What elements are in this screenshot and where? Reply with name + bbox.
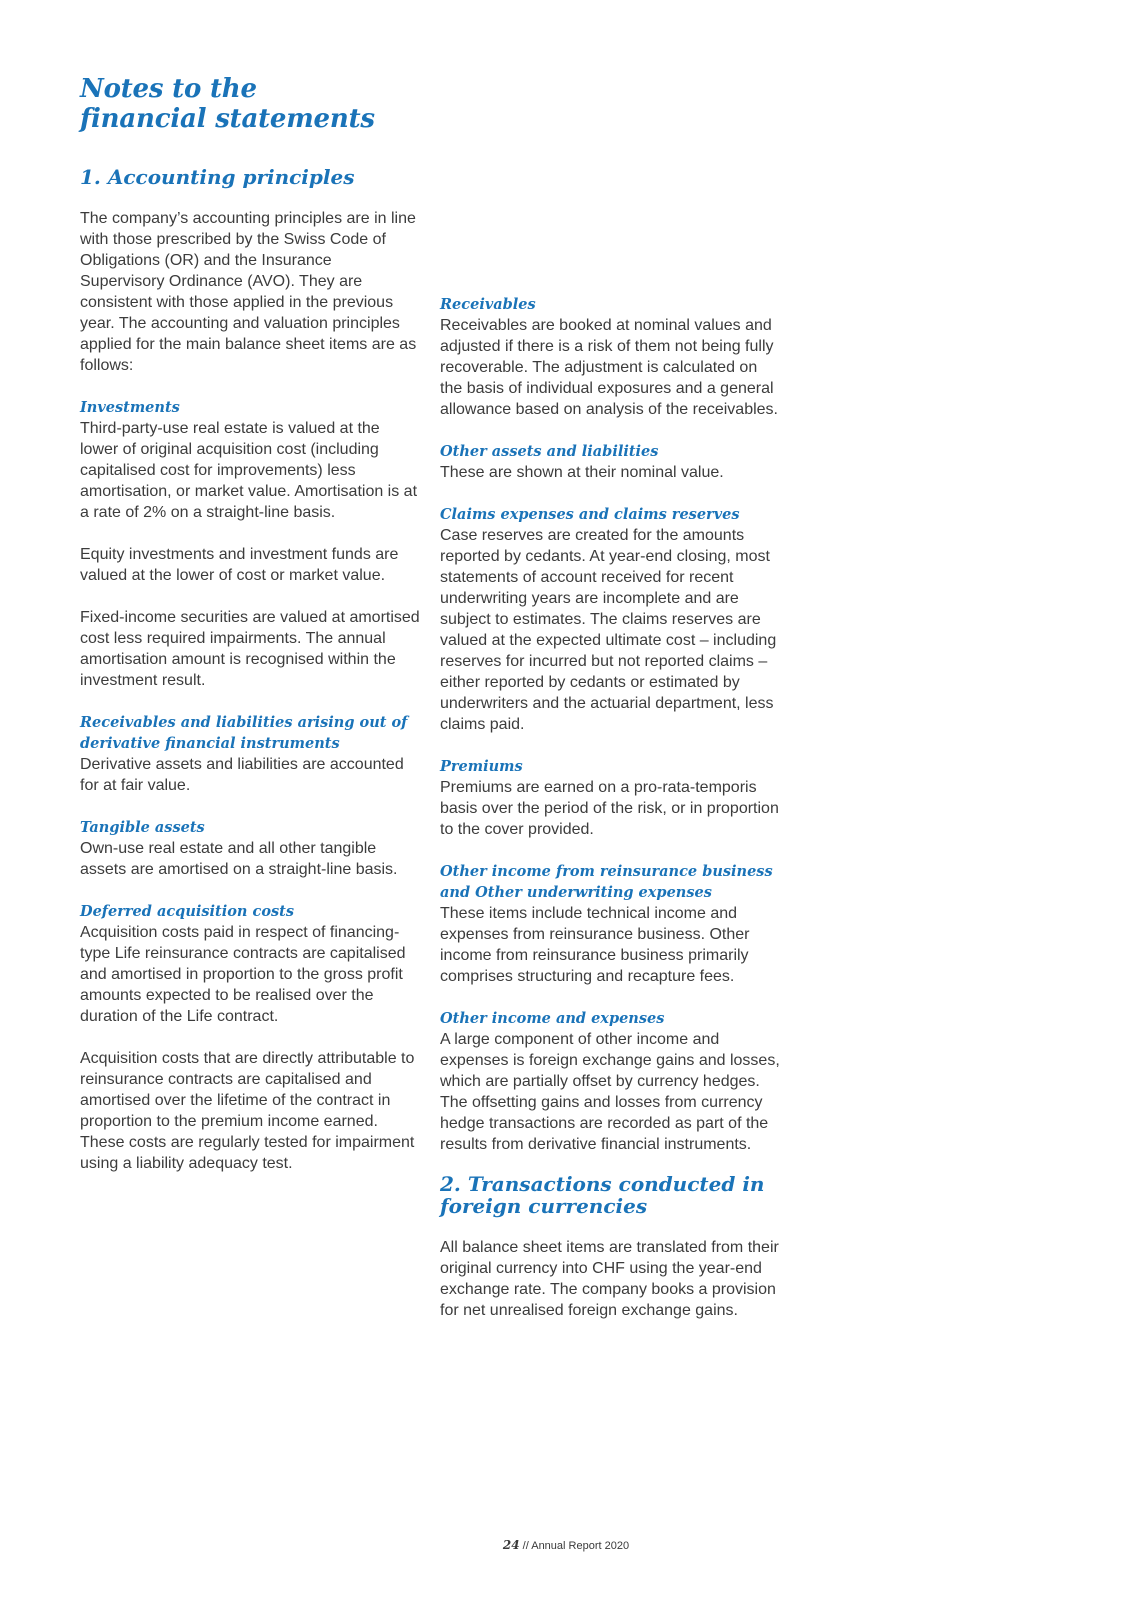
- investments-paragraph-1: Third-party-use real estate is valued at the lower of original acquisition cost (including capitalised cost for improvements) less amortisation, or market value. Amortisation is at a rate of 2% on a straight-line basis.: [80, 420, 418, 521]
- deferred-acquisition-costs-heading: Deferred acquisition costs: [80, 903, 295, 920]
- tangible-assets-paragraph: Own-use real estate and all other tangible assets are amortised on a straight-line basis.: [80, 840, 398, 878]
- other-income-reinsurance-paragraph: These items include technical income and expenses from reinsurance business. Other income from reinsurance business primarily comprises structuring and recapture fees.: [440, 905, 750, 985]
- other-income-expenses-heading: Other income and expenses: [440, 1010, 665, 1027]
- receivables-heading: Receivables: [440, 296, 536, 313]
- claims-paragraph: Case reserves are created for the amounts reported by cedants. At year-end closing, most statements of account received for recent underwriting years are incomplete and are subject to estimates. The claims reserves are valued at the expected ultimate cost – including reserves for incurred but not reported claims – either reported by cedants or estimated by underwriters and the actuarial department, less claims paid.: [440, 527, 777, 733]
- page-title: [80, 74, 375, 134]
- premiums-heading: Premiums: [440, 758, 523, 775]
- investments-heading: Investments: [80, 399, 180, 416]
- page-footer: [0, 1538, 1132, 1552]
- deferred-acquisition-costs-paragraph-2: Acquisition costs that are directly attributable to reinsurance contracts are capitalised and amortised over the lifetime of the contract in proportion to the premium income earned. These costs are regularly tested for impairment using a liability adequacy test.: [80, 1050, 415, 1172]
- investments-paragraph-2: Equity investments and investment funds are valued at the lower of cost or market value.: [80, 546, 399, 584]
- left-column: [80, 166, 420, 1174]
- investments-paragraph-3: Fixed-income securities are valued at amortised cost less required impairments. The annual amortisation amount is recognised within the investment result.: [80, 609, 420, 689]
- claims-heading: Claims expenses and claims reserves: [440, 506, 740, 523]
- right-column: [440, 294, 780, 1321]
- other-income-expenses-paragraph: A large component of other income and expenses is foreign exchange gains and losses, which are partially offset by currency hedges. The offsetting gains and losses from currency hedge transactions are recorded as part of the results from derivative financial instruments.: [440, 1031, 780, 1153]
- page-number: 24: [502, 1538, 520, 1552]
- intro-paragraph: The company’s accounting principles are in line with those prescribed by the Swiss Code of Obligations (OR) and the Insurance Supervisory Ordinance (AVO). They are consistent with those applied in the previous year. The accounting and valuation principles applied for the main balance sheet items are as follows:: [80, 210, 417, 374]
- deferred-acquisition-costs-paragraph-1: Acquisition costs paid in respect of financing-type Life reinsurance contracts are capitalised and amortised in proportion to the gross profit amounts expected to be realised over the duration of the Life contract.: [80, 924, 406, 1025]
- section-2-paragraph: All balance sheet items are translated from their original currency into CHF using the year-end exchange rate. The company books a provision for net unrealised foreign exchange gains.: [440, 1239, 779, 1319]
- derivatives-heading: Receivables and liabilities arising out of derivative financial instruments: [80, 714, 408, 752]
- page-title-line-1: Notes to the: [80, 74, 257, 104]
- other-assets-liabilities-heading: Other assets and liabilities: [440, 443, 659, 460]
- other-income-reinsurance-heading: Other income from reinsurance business and Other underwriting expenses: [440, 863, 773, 901]
- derivatives-paragraph: Derivative assets and liabilities are accounted for at fair value.: [80, 756, 404, 794]
- premiums-paragraph: Premiums are earned on a pro-rata-temporis basis over the period of the risk, or in proportion to the cover provided.: [440, 779, 779, 838]
- page-title-line-2: financial statements: [80, 104, 375, 134]
- section-1-heading: 1. Accounting principles: [80, 165, 355, 189]
- tangible-assets-heading: Tangible assets: [80, 819, 205, 836]
- receivables-paragraph: Receivables are booked at nominal values and adjusted if there is a risk of them not being fully recoverable. The adjustment is calculated on the basis of individual exposures and a general allowance based on analysis of the receivables.: [440, 317, 778, 418]
- footer-report-label: // Annual Report 2020: [519, 1540, 630, 1552]
- other-assets-liabilities-paragraph: These are shown at their nominal value.: [440, 464, 724, 481]
- section-2-heading: 2. Transactions conducted in foreign currencies: [440, 1172, 765, 1218]
